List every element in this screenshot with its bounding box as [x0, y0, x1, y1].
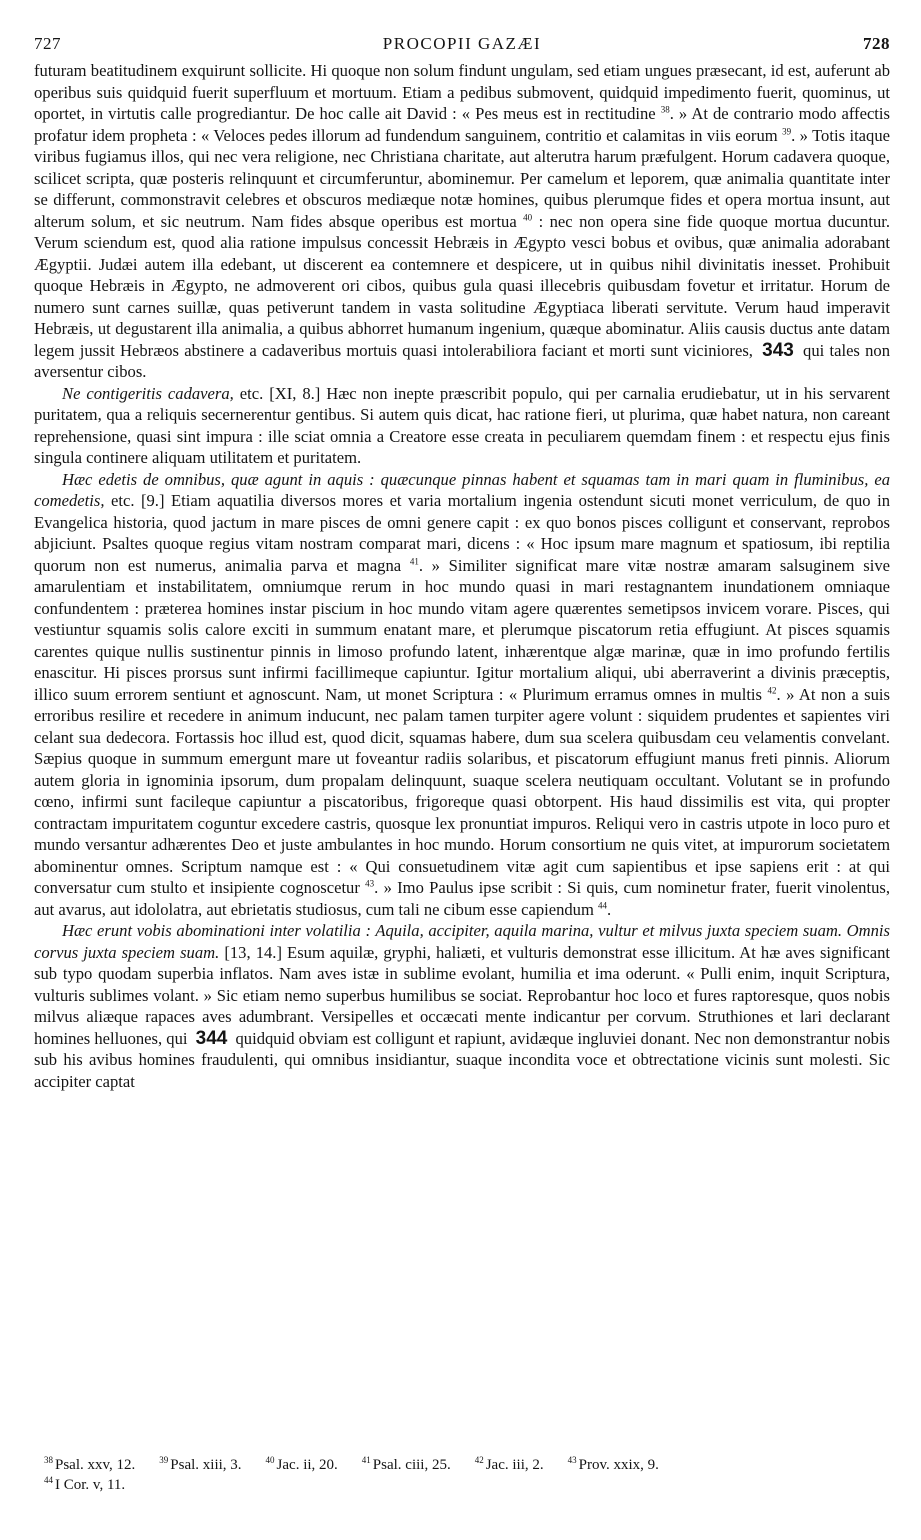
footnote-reference: 44	[598, 899, 608, 910]
text-run: .	[607, 899, 612, 919]
column-number-left: 727	[34, 34, 61, 53]
footnote-mark: 40	[265, 1455, 275, 1465]
footnote	[475, 1455, 544, 1475]
paragraph	[34, 469, 890, 921]
footnote-reference: 40	[523, 211, 533, 222]
footnote-line	[44, 1475, 874, 1495]
footnote-reference: 43	[365, 878, 375, 889]
footnote-text: I Cor. v, 11.	[55, 1477, 126, 1493]
footnote-line	[44, 1455, 874, 1475]
footnote	[362, 1455, 451, 1475]
lemma-italic: Hæc edetis de omnibus, quæ agunt in aquis : quæcunque pinnas habent et squamas tam in mari quam in fluminibus, ea comedetis,	[34, 469, 890, 510]
footnote	[44, 1475, 125, 1495]
footnote	[159, 1455, 241, 1475]
footnote	[266, 1455, 338, 1475]
page	[34, 30, 890, 1092]
footnote-reference: 41	[409, 555, 419, 566]
footnote-reference: 38	[660, 104, 670, 115]
text-run: qui tales non aversentur cibos.	[34, 340, 890, 381]
footnote-reference: 39	[782, 125, 792, 136]
footnotes	[44, 1455, 874, 1495]
text-run: quidquid obviam est colligunt et rapiunt, avidæque ingluviei donant. Nec non demonstrantur nobis sub his avibus homines fraudulenti, qui omnibus insidiantur, suaque incondita voce et obtrectatione vicinis sunt molesti. Sic accipiter captat	[34, 1028, 891, 1091]
footnote-text: Prov. xxix, 9.	[578, 1457, 659, 1473]
footnote-text: Jac. ii, 20.	[276, 1457, 338, 1473]
text-run: . » Imo Paulus ipse scribit : Si quis, cum nominetur frater, fuerit vinolentus, aut avarus, aut idololatra, aut ebrietatis studiosus, cum tali ne cibum esse capiendum	[34, 878, 890, 919]
text-run: [13, 14.] Esum aquilæ, gryphi, haliæti, et vulturis demonstrat esse illicitum. At hæ aves significant sub typo quodam superbia inflatos. Nam aves istæ in sublime evolant, humilia et ima oderunt. « Pulli enim, inquit Scriptura, vulturis sublimes volant. » Sic etiam nemo superbus humilibus se sociat. Reprobantur hoc loco et fures raptoresque, quos nobis milvus aliæque rapaces aves adumbrant. Versipelles et occæcati mente indicantur per corvum. Struthiones et lari declarant homines helluones, qui	[34, 942, 890, 1048]
footnote	[44, 1455, 135, 1475]
text-run: . » At de contrario modo affectis profatur idem propheta : « Veloces pedes illorum ad fundendum sanguinem, contritio et calamitas in viis eorum	[34, 104, 890, 145]
marginal-page-number: 343	[762, 339, 794, 361]
footnote-reference: 42	[767, 684, 777, 695]
footnote-text: Jac. iii, 2.	[485, 1457, 544, 1473]
body-text	[34, 60, 890, 1092]
footnote-mark: 42	[474, 1455, 484, 1465]
running-header	[34, 30, 890, 60]
text-run: . » Totis itaque viribus fugiamus illos, qui nec vera religione, nec Christiana charitate, aut alterutra harum præfulgent. Horum cadavera quoque, scilicet scripta, quæ posteris relinquunt et circumferuntur, abominemur. Per camelum et leporem, quæ animalia quantitate inter se differunt, commonstravit celebres et obscuros mediæque notæ homines, quibus plerumque fides et opera mortua insunt, aut alterum solum, et sic neutrum. Nam fides absque operibus est mortua	[34, 125, 890, 231]
text-run: etc. [9.] Etiam aquatilia diversos mores et varia mortalium ingenia ostendunt sicuti monet verriculum, de quo in Evangelica historia, quod jactum in mare pisces de omni genere capit : ex quo bonos pisces colligunt et conservant, reprobos abjiciunt. Psaltes quoque regius vitam nostram comparat mari, dicens : « Hoc ipsum mare magnum et spatiosum, ibi reptilia quorum non est numerus, animalia parva et magna	[34, 491, 890, 575]
lemma-italic: Hæc erunt vobis abominationi inter volatilia : Aquila, accipiter, aquila marina, vultur et milvus juxta speciem suam. Omnis corvus juxta speciem suam.	[34, 921, 890, 962]
paragraph	[34, 60, 890, 383]
footnote-text: Psal. xiii, 3.	[170, 1457, 242, 1473]
text-run: futuram beatitudinem exquirunt sollicite. Hi quoque non solum findunt ungulam, sed etiam ungues præsecant, id est, auferunt ab operibus suis quidquid fuerit superfluum et mortuum. Etiam a pedibus submovent, quidquid impedimento fuerit, quominus, ut oportet, in virtutis calle progrediantur. De hoc calle ait David : « Pes meus est in rectitudine	[34, 61, 890, 123]
footnote-mark: 41	[361, 1455, 371, 1465]
lemma-italic: Ne contigeritis cadavera,	[62, 383, 234, 403]
footnote-mark: 43	[567, 1455, 577, 1465]
text-run: etc. [XI, 8.] Hæc non inepte præscribit populo, qui per carnalia erudiebatur, ut in his servarent puritatem, qua a reliquis secernerentur gentibus. Si autem quis dicat, hac ratione fieri, ut plurima, quæ habet natura, non careant reprehensione, quasi sint impura : ille sciat omnia a Creatore esse creata in peculiarem quemdam finem : et respectu ejus finis singula continere aliquam utilitatem et puritatem.	[34, 383, 890, 467]
footnote-text: Psal. ciii, 25.	[372, 1457, 451, 1473]
footnote-mark: 38	[44, 1455, 53, 1465]
paragraph	[34, 920, 890, 1092]
marginal-page-number: 344	[195, 1027, 228, 1049]
text-run: : nec non opera sine fide quoque mortua ducuntur. Verum sciendum est, quod alia ratione impulsus concessit Hebræis in Ægypto vesci bobus et ovibus, quæ animalia adorabant Ægyptii. Judæi autem illa edebant, ut discerent ea contemnere et despicere, ut in quibus nihil divinitatis inesset. Prohibuit quoque Hebræis in Ægypto, ne admoverent ori cibos, quibus gula quasi illecebris quibusdam fovetur et irritatur. Horum de numero sunt carnes suillæ, quas petiverunt tandem in vasta solitudine Ægyptiaca liberati servitute. Verum haud imperavit Hebræis, ut degustarent illa animalia, a quibus abhorret humanum ingenium, quæque abominatur. Aliis causis ductus ante datam legem jussit Hebræos abstinere a cadaveribus mortuis quasi intolerabiliora faciant et morti sunt viciniores,	[34, 211, 890, 360]
paragraph	[34, 383, 890, 469]
column-number-right: 728	[863, 34, 890, 53]
footnote-mark: 44	[44, 1475, 53, 1485]
footnote-text: Psal. xxv, 12.	[55, 1457, 136, 1473]
running-title: PROCOPII GAZÆI	[382, 34, 542, 53]
footnote-mark: 39	[159, 1455, 169, 1465]
text-run: . » Similiter significat mare vitæ nostræ amaram salsuginem sive amarulentiam et instabilitatem, omniumque rerum in hoc mundo quasi in mari restagnantem inundationem omniaque confundentem : præterea homines instar piscium in hoc mundo vitam agere quærentes semetipsos invicem vorare. Pisces, qui vestiuntur squamis solis calore exciti in summum enatant mare, et plerumque piscatorum retia effugiunt. At pisces squamis carentes quique nullis sustinentur pinnis in limoso profundo latent, inhærentque algæ marinæ, quæ in imo profundo fertilis enascitur. Hi pisces prorsus sunt infirmi facillimeque capiuntur. Igitur mortalium aliqui, ubi aberraverint a divinis præceptis, illico suum errorem sentiunt et agnoscunt. Nam, ut monet Scriptura : « Plurimum erramus omnes in multis	[34, 555, 890, 704]
footnote	[568, 1455, 659, 1475]
text-run: . » At non a suis erroribus resilire et recedere in animum inducunt, nec palam tamen turpiter agere volunt : siquidem prudentes et sapientes viri celant sua dedecora. Fortassis hoc illud est, quod dicit, squamas habere, dum sua scelera quibusdam ceu velamentis convelant. Sæpius quoque in summum emergunt mare ut foveantur radiis solaribus, et piscatorum effugiunt manus freti pinnis. Aliorum autem gloria in ignominia ipsorum, dum propalam delinquunt, suaque scelera neutiquam occultant. Volutant se in profundo cœno, infirmi sunt facileque capiuntur a piscatoribus, frigoreque quasi obtorpent. His haud dissimilis est vita, qui propter contractam impuritatem coguntur excedere castris, quosque lex pronuntiat impuros. Reliqui vero in castris utpote in loco puro et mundo versantur adhærentes Deo et juste ambulantes in hoc mundo. Horum consortium ne quis vitet, at impurorum societatem abominentur omnes. Scriptum namque est : « Qui consuetudinem vitæ agit cum sapientibus et ipse sapiens erit : at qui conversatur cum stulto et insipiente cognoscetur	[34, 684, 890, 897]
